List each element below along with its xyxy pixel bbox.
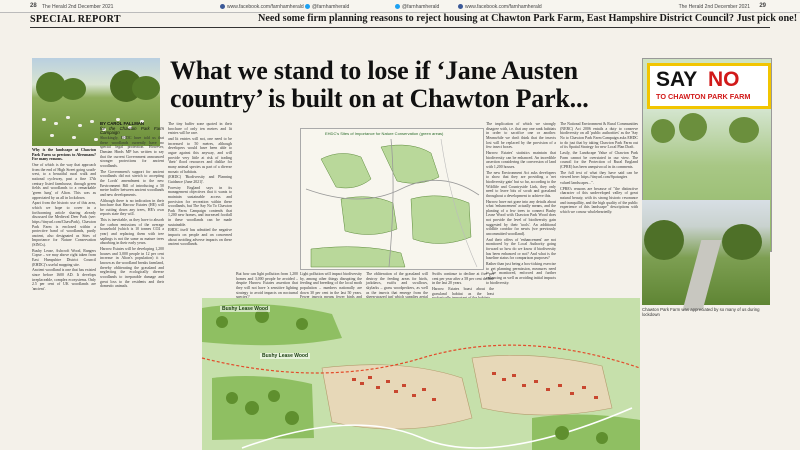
article-column-5a: Light pollution will impact biodiversity by, among other things disrupting the feeding and breeding of the local moth population – numbers nationally are down 30 per cent in the last 50 years.	[300, 272, 362, 295]
byline-role: for the Chawton Park Farm Campaign	[100, 125, 164, 136]
date-right: The Herald 2nd December 2021	[678, 4, 750, 10]
date-left: The Herald 2nd December 2021	[42, 4, 114, 10]
say-text: SAY	[656, 68, 698, 91]
page-number-left: 28	[30, 3, 37, 9]
twitter-icon	[305, 4, 310, 9]
headline: What we stand to lose if ‘Jane Austen country’ is built on at Chawton Park...	[170, 56, 589, 113]
strapline: Need some firm planning reasons to reject housing at Chawton Park Farm, East Hampshire District Council? Just pick one!	[258, 13, 798, 24]
article-column-2: BY CAROL FALLMAN for the Chawton Park Farm Campaign Shockingly, EHDC have told us that these woodlands currently have no special legal protection. However, Damian Hinds MP has written to say that the current Government announced stronger protections for ancient woodlands. The Government's support for ancient woodlands did not stretch to accepting the Lords' amendment to the new Environment Bill of introducing a 50 metre buffer between ancient woodlands and new developments. Although there is no indication in their brochure that Harrow Estates (HE) will be cutting down any trees, HE's own reports state they will. This is inevitable, as they have to absorb the carbon emissions of the average household (which is 10 tonnes CO2 a year) and replacing them with tree saplings is not the same as mature trees absorbing in their early years. Harrow Estates will be developing 1,200 houses and 3,000 people in 12 per cent increase in Alton's population) it is known as the woodland breaks farmland, thereby obliterating the grassland and neglecting the ecologically diverse woodlands to irreparable damage and great loss to the residents and their domestic animals.	[100, 121, 164, 289]
development-plan-map	[202, 298, 640, 450]
article-column-6: The implication of which we strongly disagree with, i.e. that any one rank habitats in order to sacrifice one or another. Meanwhile we don't think that the insects lost will be replaced by the provision of a few insect boxes. Harrow Estates' statistics maintain that biodiversity can be enhanced. An incredible assertion considering the conversion of land with 1,200 houses. The new Environment Act asks developers to show that they are providing a 'net biodiversity gain' but so far, according to the Wildlife and Countryside Link, they only need to leave bits of scrub and grassland throughout a development to achieve this. Harrow have not gone into any details about what 'enhancement' actually means, and the planting of a few trees to connect Bushy Lease Wood with Chawton Park Wood does not provide the level of biodiversity gain suggested by their 'tools'. An additional wildlife corridor for newts (we previously uncommitted woodland). And their offers of 'enhancement' are not monitored by the Local Authority going forward so how do we know if biodiversity has been enhanced or not? And what is the baseline status for comparison purposes? Rather than just being a box-ticking exercise to get planning permission, measures need to be monitored, enforced and further enhancing as well as avoiding initial impacts to biodiversity.	[486, 122, 556, 285]
photo-caption: Chawton Park Farm was appreciated by so many of us during lockdown	[642, 307, 760, 317]
section-label: SPECIAL REPORT	[30, 14, 121, 25]
no-text: NO	[708, 68, 740, 91]
article-column-5b: The obliteration of the grassland will destroy the feeding areas for birds, jackdaws, swifts and swallows, skylarks – grass woodpeckers, as well as the insects that emerge from the	[366, 272, 428, 295]
article-column-1: Why is the landscape at Chawton Park Farm so precious to Alresmans? For many reasons. One of which is the way that approach from the end of High Street going south-west, to a beautiful rural walk and national cycleway, past a fine 17th century listed farmhouse, through green fields and woodlands to a remarkable 'green lung' of Alton. This was as appreciated by us all in lockdown. Apart from the historic use of this area, which we hope to cover in a forthcoming article sharing already discussed the Medieval Deer Park (see: https://tinyurl.com/ChawPark), Chawton Park Farm is enclosed within a protective band of woodlands, partly ancient, also designated as Sites of Importance for Nature Conservation (SINCs). Bushy Lease, Ashcroft Wood, Rangers Copse – we may above right taken from East Hampshire District Council (EHDC)'s useful mapping site. Ancient woodland is one that has existed since before 1600 AD. It develops irreplaceable, complex ecosystems. Only 2.5 per cent of UK woodlands are 'ancient'.	[32, 148, 96, 292]
sinc-map	[300, 128, 484, 270]
map-graphic	[301, 129, 483, 269]
twitter-icon	[395, 4, 400, 9]
farm-text: TO CHAWTON PARK FARM	[656, 92, 751, 101]
map-label-bushy-lease-2: Bushy Lease Wood	[262, 353, 309, 359]
article-column-7: The National Environment & Rural Communities (NERC) Act 2006 entails a duty to conserve biodiversity on all 'public authorities' as the 'Say No to Chawton Park Farm Campaign asks EHDC to do just that by taking Chawton Park Farm out of its Spatial Strategy for new Local Plan Draft. Lastly, the Landscape Value of Chawton Park Farm cannot be overstated in our view. The council for the Protection of Rural England (CPRE) has been unequivocal in its comments. The full text of what they have said can be viewed here: https://tinyurl.com/Spaturgies valued landscapes...". CPRE's reasons are because of "the distinctive character of this undeveloped valley of great natural beauty, with its strong historic resonance and tranquillity, and the high quality of the public experience of this landscape" descriptions with which we concur wholeheartedly.	[560, 122, 638, 214]
social-link-left-2[interactable]: @farnhamherald	[305, 4, 349, 10]
plan-graphic	[202, 298, 640, 450]
header-rule	[30, 27, 770, 28]
social-link-left-1[interactable]: www.facebook.com/farnhamherald	[220, 4, 304, 10]
article-column-5c: Swifts continue to decline at five per cent per year after a 58 per cent decline in the last 20 years. Harrow Estates boast about the grassland habitat as the least	[432, 272, 494, 296]
facebook-icon	[220, 4, 225, 9]
social-link-right-1[interactable]: @farnhamherald	[395, 4, 439, 10]
map-title: EHDC's Sites of Importance for Nature Conservation (green areas)	[325, 131, 444, 136]
page-number-right: 29	[759, 3, 766, 9]
photo-country-lane	[642, 200, 770, 305]
social-link-right-2[interactable]: www.facebook.com/farnhamherald	[458, 4, 542, 10]
byline: BY CAROL FALLMAN	[100, 121, 145, 126]
say-no-sign	[647, 63, 771, 109]
article-column-4: But how can light pollution from 1,200 homes and 3,000 people be avoided – despite Harrow Estates assertion that they will not have 'a sensitive lighting strategy to avoid impacts on nocturnal	[236, 272, 298, 295]
page-header-bar	[0, 0, 800, 13]
facebook-icon	[458, 4, 463, 9]
map-label-bushy-lease: Bushy Lease Wood	[222, 306, 269, 312]
article-column-3: The tiny buffer zone quoted in their brochure of only ten metres and lit entries will be rare. and lit entries will not, one need to be increased to 50 metres, although developers would have been able to argue against this anyway, and will provide very little at risk of trading 'their' flood resources and dislike for many animal species as part of a diverse mosaic of habitats. (EHDC) 'Biodiversity and Planning Guidance (June 2021)'. Forestry England says in its management objectives that it wants to maintain sustainable access and provision for recreation within these woodlands, but The Say No To Chawton Park Farm Campaign contends that 1,200 new homes, and increased footfall in these woodlands can be made sustainable. EHDC itself has admitted the negative impacts on people and on concerned about avoiding adverse impacts on these ancient woodlands.	[168, 122, 232, 247]
